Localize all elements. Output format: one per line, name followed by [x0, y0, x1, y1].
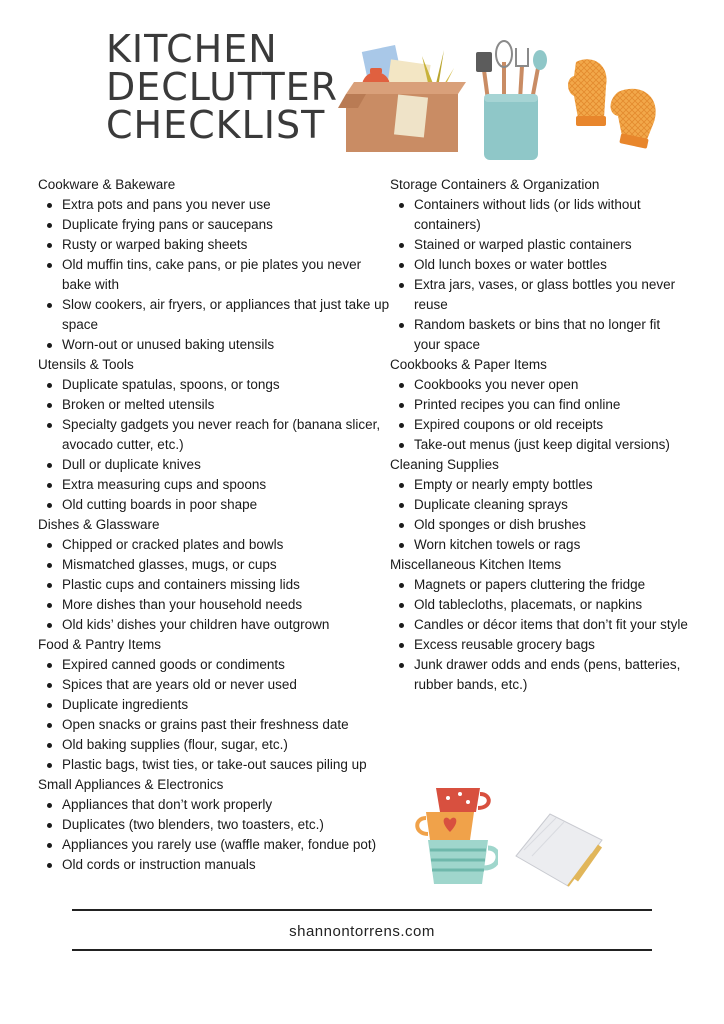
checklist: [38, 535, 393, 635]
checklist-item: Broken or melted utensils: [38, 395, 393, 415]
checklist-item: Worn kitchen towels or rags: [390, 535, 690, 555]
checklist: [38, 195, 393, 355]
oven-mitts-illustration: [566, 56, 666, 154]
section-heading: Dishes & Glassware: [38, 517, 160, 532]
checklist-item: Old cords or instruction manuals: [38, 855, 393, 875]
whisk-icon: [496, 41, 512, 98]
towel-icon: [516, 814, 602, 886]
checklist-item: Printed recipes you can find online: [390, 395, 690, 415]
checklist-section: [38, 175, 393, 355]
stacked-mugs-illustration: [414, 784, 498, 892]
checklist-section: [38, 355, 393, 515]
section-heading: Utensils & Tools: [38, 357, 134, 372]
box-illustration: [338, 42, 470, 154]
spoon-icon: [532, 50, 547, 100]
title-line-1: KITCHEN: [106, 27, 278, 71]
oven-mitt-icon-2: [611, 89, 656, 149]
checklist-item: Spices that are years old or never used: [38, 675, 393, 695]
checklist-item: Containers without lids (or lids without containers): [390, 195, 690, 235]
checklist-item: Expired canned goods or condiments: [38, 655, 393, 675]
oven-mitt-icon: [568, 59, 607, 126]
section-heading: Small Appliances & Electronics: [38, 777, 224, 792]
checklist-item: Open snacks or grains past their freshness date: [38, 715, 393, 735]
checklist-item: Candles or décor items that don’t fit your style: [390, 615, 690, 635]
checklist-item: Stained or warped plastic containers: [390, 235, 690, 255]
page-title: [106, 27, 339, 147]
checklist-item: Duplicate cleaning sprays: [390, 495, 690, 515]
left-column: [38, 175, 393, 875]
checklist: [38, 795, 393, 875]
checklist-item: Duplicate frying pans or saucepans: [38, 215, 393, 235]
checklist-item: Duplicates (two blenders, two toasters, etc.): [38, 815, 393, 835]
spatula-icon: [476, 52, 492, 100]
section-heading: Cleaning Supplies: [390, 457, 499, 472]
checklist-item: Empty or nearly empty bottles: [390, 475, 690, 495]
checklist: [390, 375, 690, 455]
utensil-jar-illustration: [474, 38, 550, 162]
checklist-item: Extra measuring cups and spoons: [38, 475, 393, 495]
footer-divider-bottom: [72, 949, 652, 951]
checklist-item: Expired coupons or old receipts: [390, 415, 690, 435]
checklist-section: [38, 635, 393, 775]
section-heading: Cookbooks & Paper Items: [390, 357, 547, 372]
checklist-item: Duplicate spatulas, spoons, or tongs: [38, 375, 393, 395]
checklist-item: Old lunch boxes or water bottles: [390, 255, 690, 275]
checklist-item: Specialty gadgets you never reach for (banana slicer, avocado cutter, etc.): [38, 415, 393, 455]
checklist-item: Plastic cups and containers missing lids: [38, 575, 393, 595]
checklist-item: Appliances you rarely use (waffle maker, fondue pot): [38, 835, 393, 855]
section-heading: Food & Pantry Items: [38, 637, 162, 652]
checklist-item: Random baskets or bins that no longer fit your space: [390, 315, 690, 355]
title-line-2: DECLUTTER: [106, 65, 339, 109]
footer-website: shannontorrens.com: [289, 923, 435, 940]
checklist: [38, 375, 393, 515]
footer-divider-top: [72, 909, 652, 911]
checklist-item: Plastic bags, twist ties, or take-out sauces piling up: [38, 755, 393, 775]
checklist-item: Rusty or warped baking sheets: [38, 235, 393, 255]
checklist-item: Old cutting boards in poor shape: [38, 495, 393, 515]
checklist-item: Junk drawer odds and ends (pens, batteries, rubber bands, etc.): [390, 655, 690, 695]
checklist-item: Worn-out or unused baking utensils: [38, 335, 393, 355]
checklist-item: Excess reusable grocery bags: [390, 635, 690, 655]
checklist: [390, 575, 690, 695]
checklist-item: More dishes than your household needs: [38, 595, 393, 615]
checklist-section: [38, 515, 393, 635]
title-line-3: CHECKLIST: [106, 103, 326, 147]
checklist-item: Old sponges or dish brushes: [390, 515, 690, 535]
checklist-item: Chipped or cracked plates and bowls: [38, 535, 393, 555]
checklist: [390, 475, 690, 555]
checklist-section: [390, 455, 690, 555]
checklist-item: Old baking supplies (flour, sugar, etc.): [38, 735, 393, 755]
checklist-item: Duplicate ingredients: [38, 695, 393, 715]
checklist-item: Old tablecloths, placemats, or napkins: [390, 595, 690, 615]
checklist-item: Cookbooks you never open: [390, 375, 690, 395]
section-heading: Cookware & Bakeware: [38, 177, 176, 192]
fork-icon: [516, 48, 528, 100]
checklist-item: Appliances that don’t work properly: [38, 795, 393, 815]
checklist-section: [38, 775, 393, 875]
teal-mug-icon: [428, 840, 498, 884]
checklist-section: [390, 355, 690, 455]
checklist-item: Take-out menus (just keep digital versions): [390, 435, 690, 455]
checklist-item: Slow cookers, air fryers, or appliances that just take up space: [38, 295, 393, 335]
checklist-section: [390, 175, 690, 355]
section-heading: Miscellaneous Kitchen Items: [390, 557, 562, 572]
checklist-item: Dull or duplicate knives: [38, 455, 393, 475]
right-column: [390, 175, 690, 695]
checklist-item: Old kids’ dishes your children have outgrown: [38, 615, 393, 635]
checklist-item: Mismatched glasses, mugs, or cups: [38, 555, 393, 575]
kitchen-towel-illustration: [510, 810, 606, 890]
section-heading: Storage Containers & Organization: [390, 177, 600, 192]
mug-icon: [436, 788, 489, 812]
checklist-item: Magnets or papers cluttering the fridge: [390, 575, 690, 595]
checklist: [38, 655, 393, 775]
checklist-section: [390, 555, 690, 695]
checklist-item: Old muffin tins, cake pans, or pie plates you never bake with: [38, 255, 393, 295]
checklist-item: Extra jars, vases, or glass bottles you never reuse: [390, 275, 690, 315]
mug-heart-icon: [417, 812, 474, 840]
checklist-item: Extra pots and pans you never use: [38, 195, 393, 215]
checklist: [390, 195, 690, 355]
